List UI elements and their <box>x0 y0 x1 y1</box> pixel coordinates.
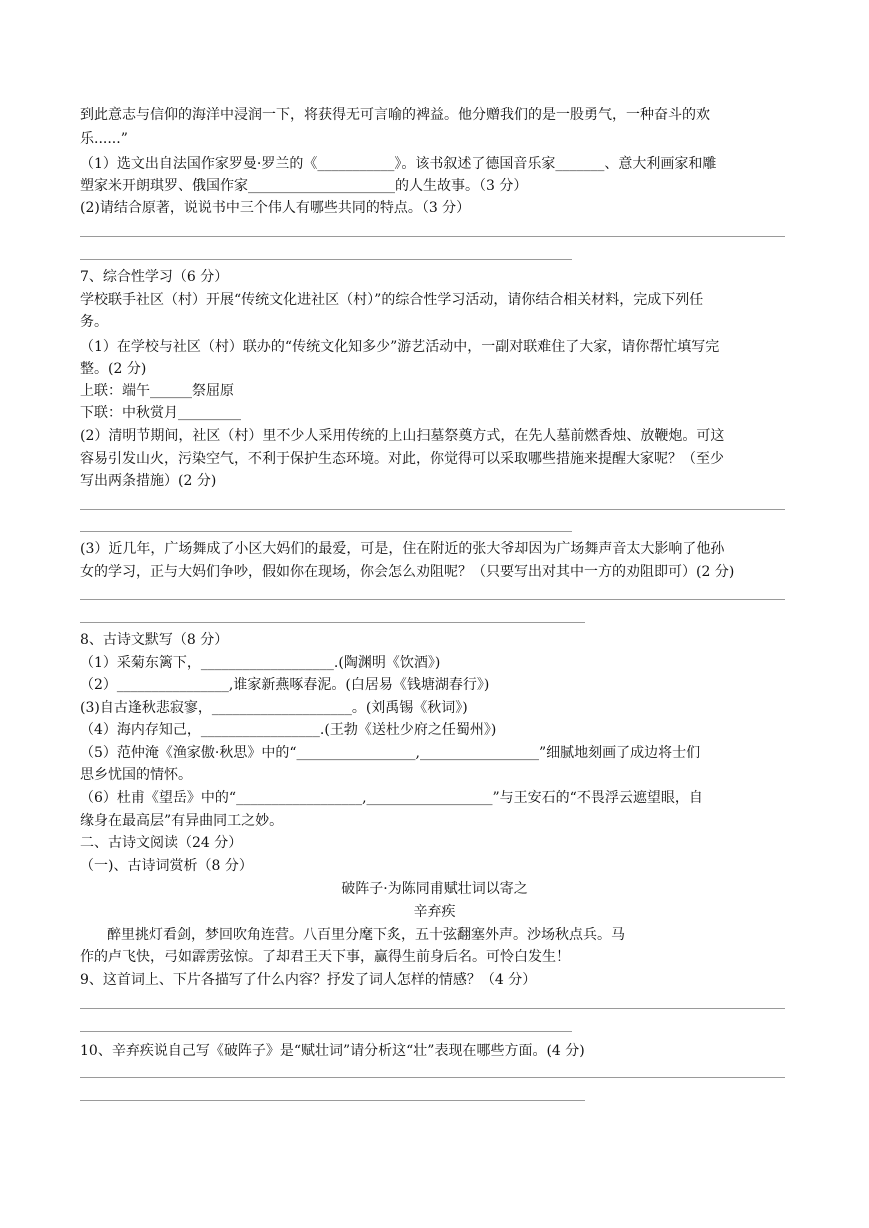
poem-author: 辛弃疾 <box>413 904 456 920</box>
q8-item-5-line-1: （5）范仲淹《渔家傲·秋思》中的“_________________,_________________”细腻地刻画了成边将士们 <box>80 745 701 761</box>
poem-line-1: 醉里挑灯看剑，梦回吹角连营。八百里分麾下炙，五十弦翻塞外声。沙场秋点兵。马 <box>107 927 625 943</box>
couplet-upper: 上联：端午______祭屈原 <box>80 383 234 399</box>
q7-heading: 7、综合性学习（6 分） <box>80 269 229 285</box>
q6-sub2: (2)请结合原著，说说书中三个伟人有哪些共同的特点。（3 分） <box>80 200 471 216</box>
q7-sub2-line-3: 写出两条措施）(2 分) <box>80 473 217 489</box>
q7-sub1-line-2: 整。(2 分) <box>80 361 147 377</box>
q10: 10、辛弃疾说自己写《破阵子》是“赋壮词”请分析这“壮”表现在哪些方面。(4 分) <box>80 1043 585 1059</box>
q7-intro-line-2: 务。 <box>80 314 108 330</box>
q7-sub2-line-2: 容易引发山火，污染空气，不利于保护生态环境。对此，你觉得可以采取哪些措施来提醒大家呢？（至少 <box>80 451 724 467</box>
q8-heading: 8、古诗文默写（8 分） <box>80 632 229 648</box>
answer-line[interactable] <box>80 236 785 237</box>
q7-intro-line-1: 学校联手社区（村）开展“传统文化进社区（村）”的综合性学习活动，请你结合相关材料，完成下列任 <box>80 292 704 308</box>
poem-title: 破阵子·为陈同甫赋壮词以寄之 <box>341 881 528 897</box>
answer-line[interactable] <box>80 259 572 260</box>
section-2-heading: 二、古诗文阅读（24 分） <box>80 835 243 851</box>
answer-line[interactable] <box>80 1100 585 1101</box>
q8-item-6-line-2: 缘身在最高层”有异曲同工之妙。 <box>80 813 284 829</box>
q8-item-4: （4）海内存知己，_________________.(王勃《送杜少府之任蜀州》) <box>80 722 497 738</box>
poem-line-2: 作的卢飞快，弓如霹雳弦惊。了却君王天下事，赢得生前身后名。可怜白发生！ <box>80 949 570 965</box>
q6-sub1-line-2: 塑家米开朗琪罗、俄国作家_____________________的人生故事。（3 分） <box>80 178 528 194</box>
q8-item-6-line-1: （6）杜甫《望岳》中的“__________________,__________________”与王安石的“不畏浮云遮望眼，自 <box>80 790 703 806</box>
q6-passage-line-1: 到此意志与信仰的海洋中浸润一下，将获得无可言喻的裨益。他分赠我们的是一股勇气，一种奋斗的欢 <box>80 107 710 123</box>
q7-sub3-line-1: (3）近几年，广场舞成了小区大妈们的最爱，可是，住在附近的张大爷却因为广场舞声音太大影响了他孙 <box>80 541 725 557</box>
q6-passage-line-2: 乐......” <box>80 131 128 147</box>
q8-item-3: (3)自古逢秋悲寂寥，____________________。(刘禹锡《秋词》) <box>80 700 468 716</box>
q7-sub2-line-1: (2）清明节期间，社区（村）里不少人采用传统的上山扫墓祭奠方式，在先人墓前燃香烛、放鞭炮。可这 <box>80 428 725 444</box>
q6-sub1-line-1: （1）选文出自法国作家罗曼·罗兰的《___________》。该书叙述了德国音乐家_______、意大利画家和雕 <box>80 156 717 172</box>
q7-sub1-line-1: （1）在学校与社区（村）联办的“传统文化知多少”游艺活动中，一副对联难住了大家，请你帮忙填写完 <box>80 339 720 355</box>
section-2-sub-heading: （一)、古诗词赏析（8 分） <box>80 858 253 874</box>
q8-item-2: （2）________________,谁家新燕啄春泥。(白居易《钱塘湖春行》) <box>80 677 490 693</box>
q7-sub3-line-2: 女的学习，正与大妈们争吵，假如你在现场，你会怎么劝阻呢？（只要写出对其中一方的劝阻即可）(2 分) <box>80 564 735 580</box>
q9: 9、这首词上、下片各描写了什么内容？抒发了词人怎样的情感？（4 分） <box>80 972 537 988</box>
answer-line[interactable] <box>80 531 572 532</box>
answer-line[interactable] <box>80 509 785 510</box>
answer-line[interactable] <box>80 622 585 623</box>
q8-item-5-line-2: 思乡忧国的情怀。 <box>80 767 192 783</box>
answer-line[interactable] <box>80 599 785 600</box>
answer-line[interactable] <box>80 1008 785 1009</box>
couplet-lower: 下联：中秋赏月_________ <box>80 405 241 421</box>
q8-item-1: （1）采菊东篱下，___________________.(陶渊明《饮酒》) <box>80 655 441 671</box>
answer-line[interactable] <box>80 1077 785 1078</box>
answer-line[interactable] <box>80 1031 572 1032</box>
